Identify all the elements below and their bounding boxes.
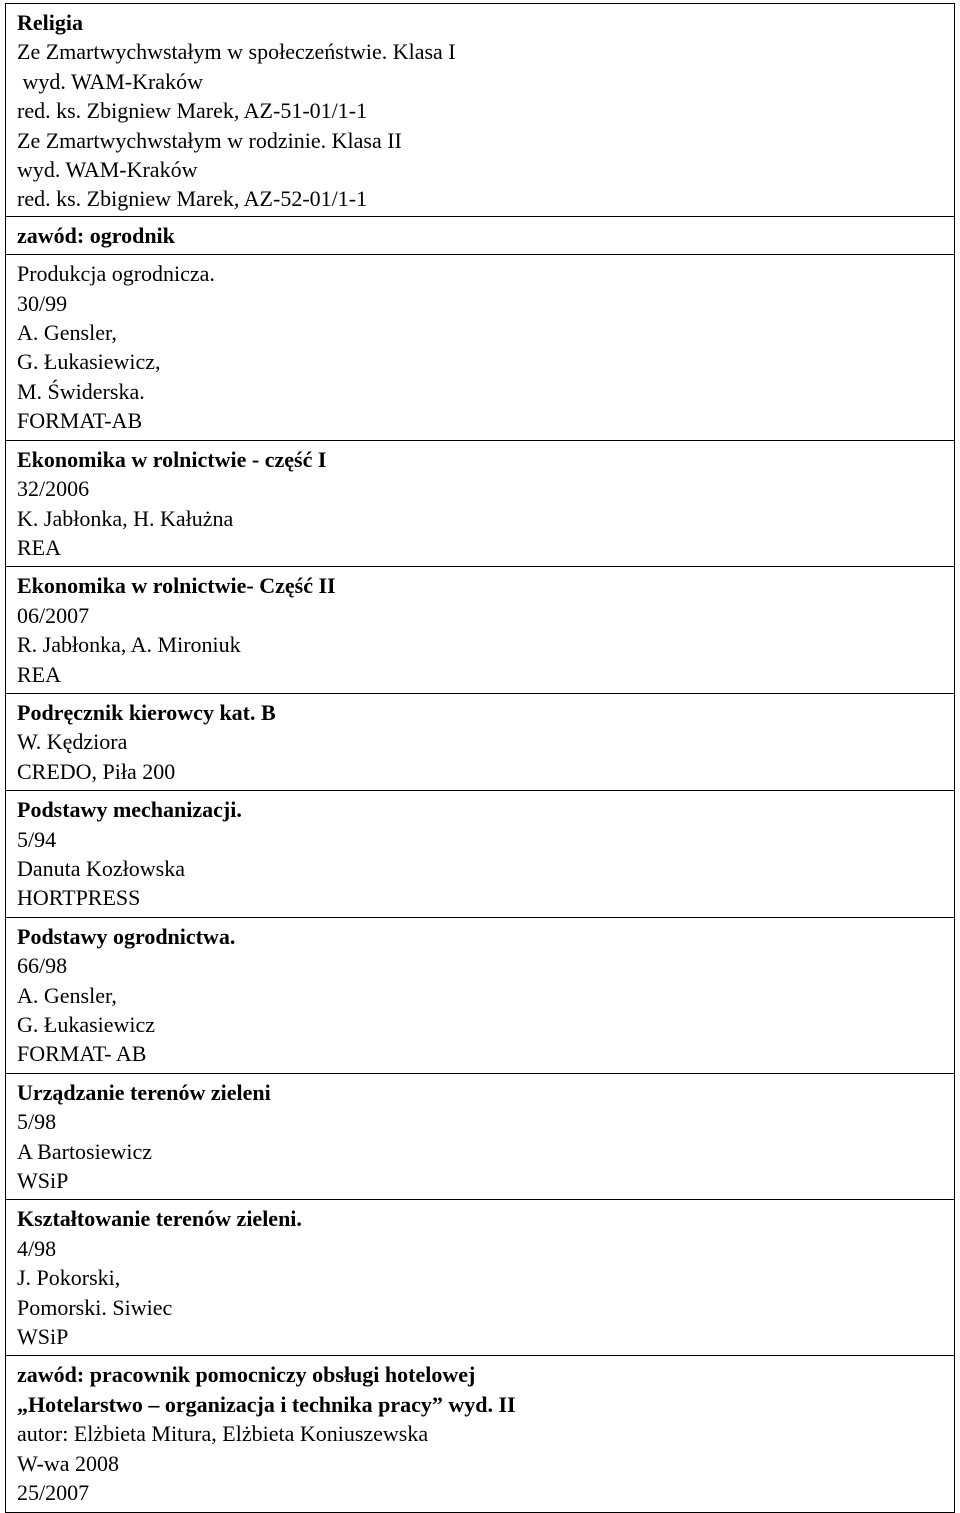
table-cell-book [6, 790, 954, 917]
text-line: red. ks. Zbigniew Marek, AZ-51-01/1-1 [17, 98, 368, 124]
text-line: red. ks. Zbigniew Marek, AZ-52-01/1-1 [17, 186, 368, 212]
table-cell-book [6, 917, 954, 1073]
text-line: 5/98 [17, 1109, 57, 1135]
text-line: HORTPRESS [17, 885, 141, 911]
table-cell-religia [6, 4, 954, 216]
text-line: wyd. WAM-Kraków [17, 157, 198, 183]
text-line: G. Łukasiewicz, [17, 349, 161, 375]
text-line: A. Gensler, [17, 320, 117, 346]
text-line: wyd. WAM-Kraków [17, 68, 203, 94]
book-title: Ekonomika w rolnictwie- Część II [17, 573, 336, 599]
text-line: W. Kędziora [17, 729, 128, 755]
text-line: autor: Elżbieta Mitura, Elżbieta Koniuszewska [17, 1421, 429, 1447]
text-line: WSiP [17, 1168, 69, 1194]
text-line: CREDO, Piła 200 [17, 758, 176, 784]
book-title: Kształtowanie terenów zieleni. [17, 1206, 302, 1232]
table-cell-book [6, 1073, 954, 1200]
table-cell-book [6, 440, 954, 567]
text-line: Danuta Kozłowska [17, 855, 186, 881]
text-line: 30/99 [17, 290, 68, 316]
table-cell-zawod-ogrodnik [6, 216, 954, 254]
text-line: G. Łukasiewicz [17, 1012, 156, 1037]
text-line: A. Gensler, [17, 982, 117, 1008]
text-line: REA [17, 661, 61, 687]
text-line: FORMAT-AB [17, 408, 143, 434]
book-title: Podręcznik kierowcy kat. B [17, 699, 276, 725]
text-line: A Bartosiewicz [17, 1138, 153, 1164]
table-cell-book [6, 1199, 954, 1355]
section-heading: zawód: ogrodnik [17, 222, 175, 248]
text-line: WSiP [17, 1324, 69, 1350]
text-line: Pomorski. Siwiec [17, 1294, 173, 1320]
text-line: 4/98 [17, 1235, 57, 1261]
text-line: 5/94 [17, 826, 57, 852]
text-line: M. Świderska. [17, 378, 145, 404]
text-line: 66/98 [17, 953, 68, 979]
table-cell-book [6, 693, 954, 790]
book-list-table [5, 3, 955, 1513]
text-line: Religia [17, 10, 83, 35]
text-line: R. Jabłonka, A. Mironiuk [17, 632, 241, 658]
text-line: K. Jabłonka, H. Kałużna [17, 505, 234, 531]
table-cell-book [6, 566, 954, 693]
book-title: Podstawy mechanizacji. [17, 797, 242, 823]
text-line: J. Pokorski, [17, 1265, 121, 1291]
text-line: FORMAT- AB [17, 1041, 147, 1067]
book-title: Urządzanie terenów zieleni [17, 1079, 271, 1105]
text-line: 06/2007 [17, 602, 90, 628]
book-title: Ekonomika w rolnictwie - część I [17, 446, 327, 472]
text-line: REA [17, 534, 61, 560]
text-line: 32/2006 [17, 476, 90, 502]
table-cell-book [6, 254, 954, 439]
table-cell-zawod-hotelowa [6, 1355, 954, 1511]
text-line: Ze Zmartwychwstałym w rodzinie. Klasa II [17, 127, 402, 153]
text-line: W-wa 2008 [17, 1450, 120, 1476]
book-title: Podstawy ogrodnictwa. [17, 923, 236, 949]
book-title: Produkcja ogrodnicza. [17, 261, 215, 287]
section-heading: zawód: pracownik pomocniczy obsługi hotelowej [17, 1362, 476, 1388]
text-line: Ze Zmartwychwstałym w społeczeństwie. Klasa I [17, 39, 456, 65]
book-title: „Hotelarstwo – organizacja i technika pracy” wyd. II [17, 1391, 516, 1417]
text-line: 25/2007 [17, 1480, 90, 1506]
